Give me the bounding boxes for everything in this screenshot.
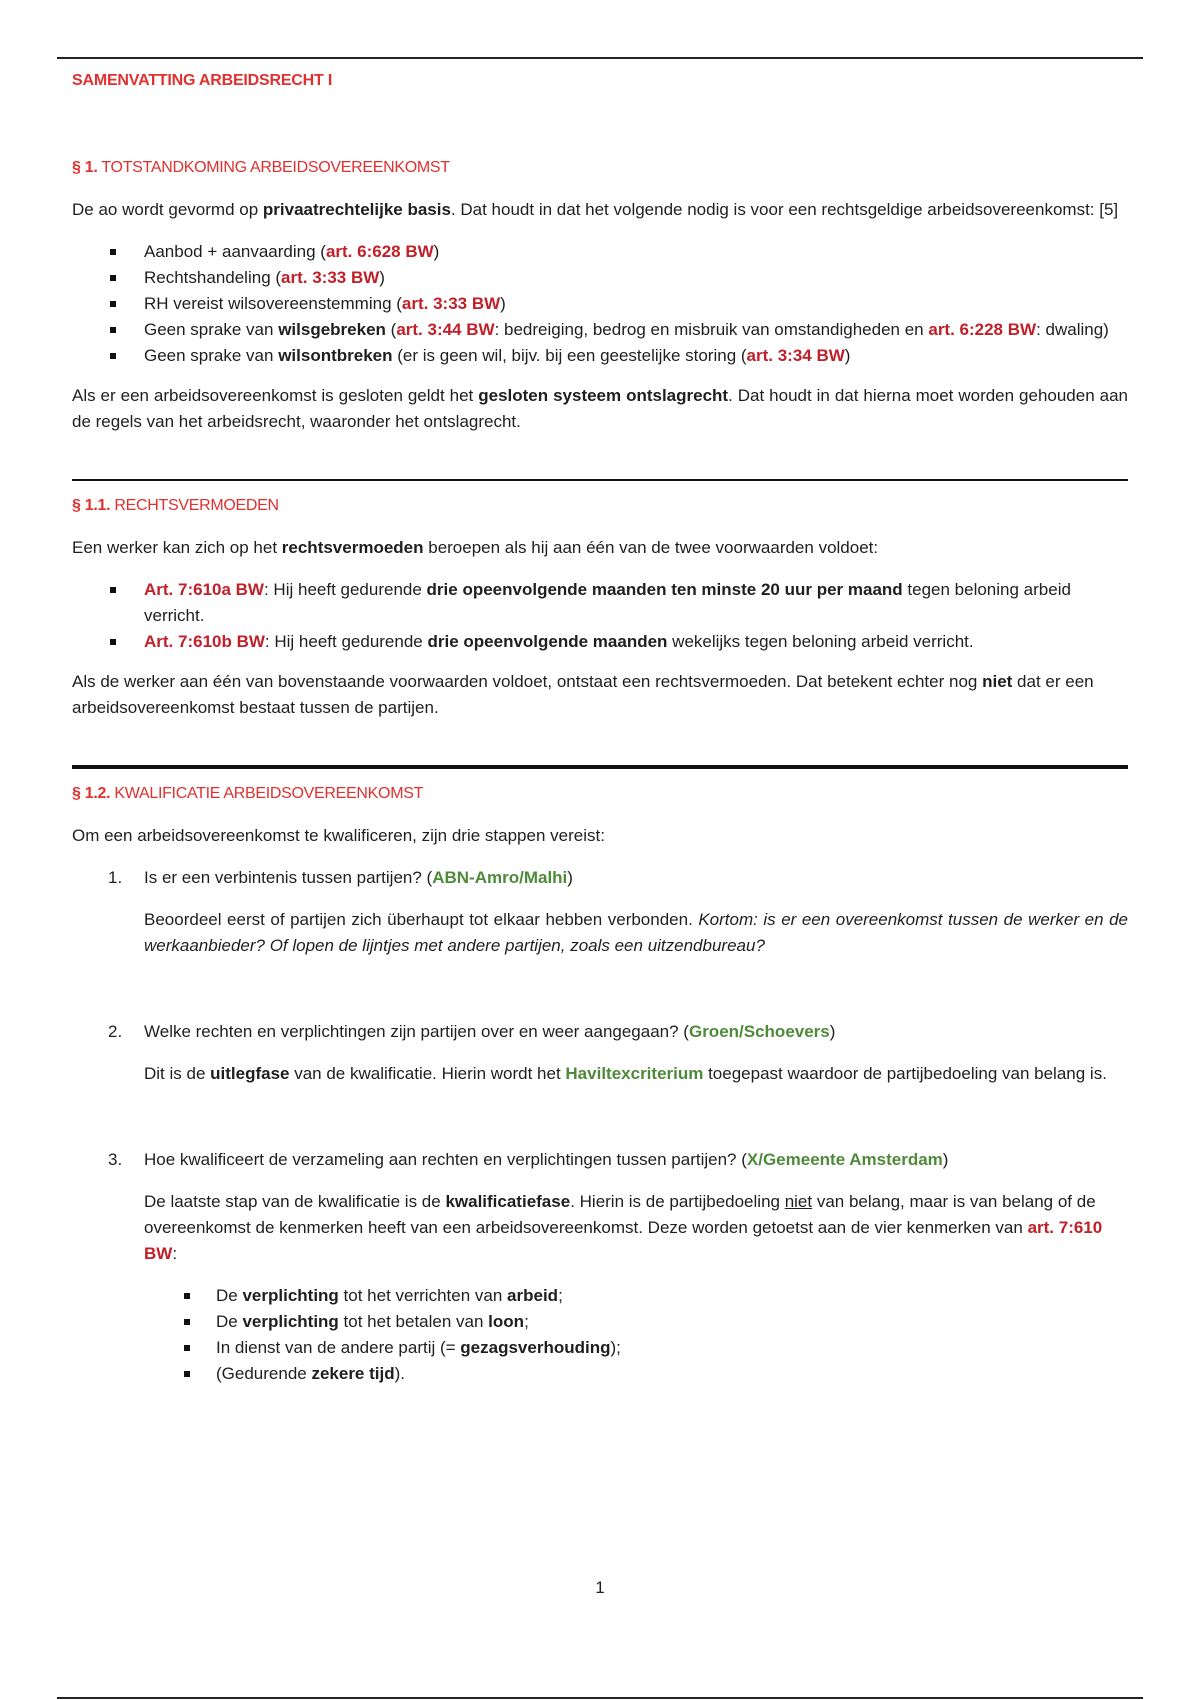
section-1-2-heading [72, 785, 1128, 803]
section-title: TOTSTANDKOMING ARBEIDSOVEREENKOMST [101, 159, 450, 176]
step-2-question: 2. Welke rechten en verplichtingen zijn partijen over en weer aangegaan? (Groen/Schoevers) [72, 1019, 1128, 1045]
section-title: KWALIFICATIE ARBEIDSOVEREENKOMST [114, 785, 424, 802]
document-body [72, 72, 1128, 1387]
kenmerken-list [72, 1283, 1128, 1387]
list-item: Geen sprake van wilsgebreken (art. 3:44 BW: bedreiging, bedrog en misbruik van omstandigheden en art. 6:228 BW: dwaling) [72, 317, 1128, 343]
list-item: RH vereist wilsovereenstemming (art. 3:33 BW) [72, 291, 1128, 317]
list-item: Geen sprake van wilsontbreken (er is geen wil, bijv. bij een geestelijke storing (art. 3:34 BW) [72, 343, 1128, 369]
section-divider [72, 765, 1128, 769]
section-1-intro: De ao wordt gevormd op privaatrechtelijke basis. Dat houdt in dat het volgende nodig is voor een rechtsgeldige arbeidsovereenkomst: [5] [72, 200, 1119, 219]
section-number: § 1.1. [72, 497, 111, 514]
conditions-list [72, 577, 1128, 655]
list-item: Aanbod + aanvaarding (art. 6:628 BW) [72, 239, 1128, 265]
step-3-description: De laatste stap van de kwalificatie is de kwalificatiefase. Hierin is de partijbedoeling niet van belang, maar is van belang of de overeenkomst de kenmerken heeft van een arbeidsovereenkomst. Deze worden getoetst aan de vier kenmerken van art. 7:610 BW: [144, 1192, 1103, 1263]
article-ref: art. 3:33 BW [401, 294, 501, 313]
list-item: De verplichting tot het betalen van loon; [72, 1309, 1128, 1335]
top-rule [57, 57, 1143, 59]
list-item: Rechtshandeling (art. 3:33 BW) [72, 265, 1128, 291]
page-number: 1 [595, 1578, 605, 1597]
section-1-1-heading [72, 497, 1128, 515]
list-item: (Gedurende zekere tijd). [72, 1361, 1128, 1387]
step-3-question: 3. Hoe kwalificeert de verzameling aan rechten en verplichtingen tussen partijen? (X/Gemeente Amsterdam) [72, 1147, 1128, 1173]
step-number: 1. [108, 868, 123, 887]
article-ref: art. 3:34 BW [746, 346, 845, 365]
section-1-heading [72, 159, 1128, 177]
step-1-description: Beoordeel eerst of partijen zich überhaupt tot elkaar hebben verbonden. Kortom: is er een overeenkomst tussen de werker en de werkaanbieder? Of lopen de lijntjes met andere partijen, zoals een uitzendbureau? [144, 910, 1128, 955]
section-divider [72, 479, 1128, 481]
article-ref: art. 6:228 BW [928, 320, 1037, 339]
article-ref: Art. 7:610b BW [144, 632, 265, 651]
list-item: De verplichting tot het verrichten van arbeid; [72, 1283, 1128, 1309]
article-ref: art. 6:628 BW [325, 242, 434, 261]
section-1-2-intro: Om een arbeidsovereenkomst te kwalificeren, zijn drie stappen vereist: [72, 826, 605, 845]
list-item: Art. 7:610a BW: Hij heeft gedurende drie opeenvolgende maanden ten minste 20 uur per maand tegen beloning arbeid verricht. [72, 577, 1128, 629]
article-ref: Art. 7:610a BW [144, 580, 264, 599]
step-number: 3. [108, 1150, 123, 1169]
section-1-1-intro: Een werker kan zich op het rechtsvermoeden beroepen als hij aan één van de twee voorwaarden voldoet: [72, 538, 879, 557]
step-1-question: 1. Is er een verbintenis tussen partijen? (ABN-Amro/Malhi) [72, 865, 1128, 891]
document-title: SAMENVATTING ARBEIDSRECHT I [72, 72, 333, 89]
article-ref: art. 3:33 BW [281, 268, 380, 287]
step-2-description: Dit is de uitlegfase van de kwalificatie. Hierin wordt het Haviltexcriterium toegepast waardoor de partijbedoeling van belang is. [144, 1064, 1107, 1083]
step-number: 2. [108, 1022, 123, 1041]
case-ref: Groen/Schoevers [688, 1022, 830, 1041]
article-ref: art. 7:610 BW [144, 1218, 1103, 1263]
section-title: RECHTSVERMOEDEN [114, 497, 279, 514]
case-ref: ABN-Amro/Malhi [432, 868, 568, 887]
list-item: Art. 7:610b BW: Hij heeft gedurende drie opeenvolgende maanden wekelijks tegen beloning arbeid verricht. [72, 629, 1128, 655]
section-1-1-closing: Als de werker aan één van bovenstaande voorwaarden voldoet, ontstaat een rechtsvermoeden. Dat betekent echter nog niet dat er een arbeidsovereenkomst bestaat tussen de partijen. [72, 672, 1094, 717]
criterion-ref: Haviltexcriterium [565, 1064, 704, 1083]
requirements-list [72, 239, 1128, 369]
bottom-rule [57, 1697, 1143, 1699]
section-number: § 1.2. [72, 785, 111, 802]
section-number: § 1. [72, 159, 98, 176]
list-item: In dienst van de andere partij (= gezagsverhouding); [72, 1335, 1128, 1361]
article-ref: art. 3:44 BW [396, 320, 495, 339]
case-ref: X/Gemeente Amsterdam [746, 1150, 943, 1169]
section-1-closing: Als er een arbeidsovereenkomst is gesloten geldt het gesloten systeem ontslagrecht. Dat houdt in dat hierna moet worden gehouden aan de regels van het arbeidsrecht, waaronder het ontslagrecht. [72, 386, 1128, 431]
